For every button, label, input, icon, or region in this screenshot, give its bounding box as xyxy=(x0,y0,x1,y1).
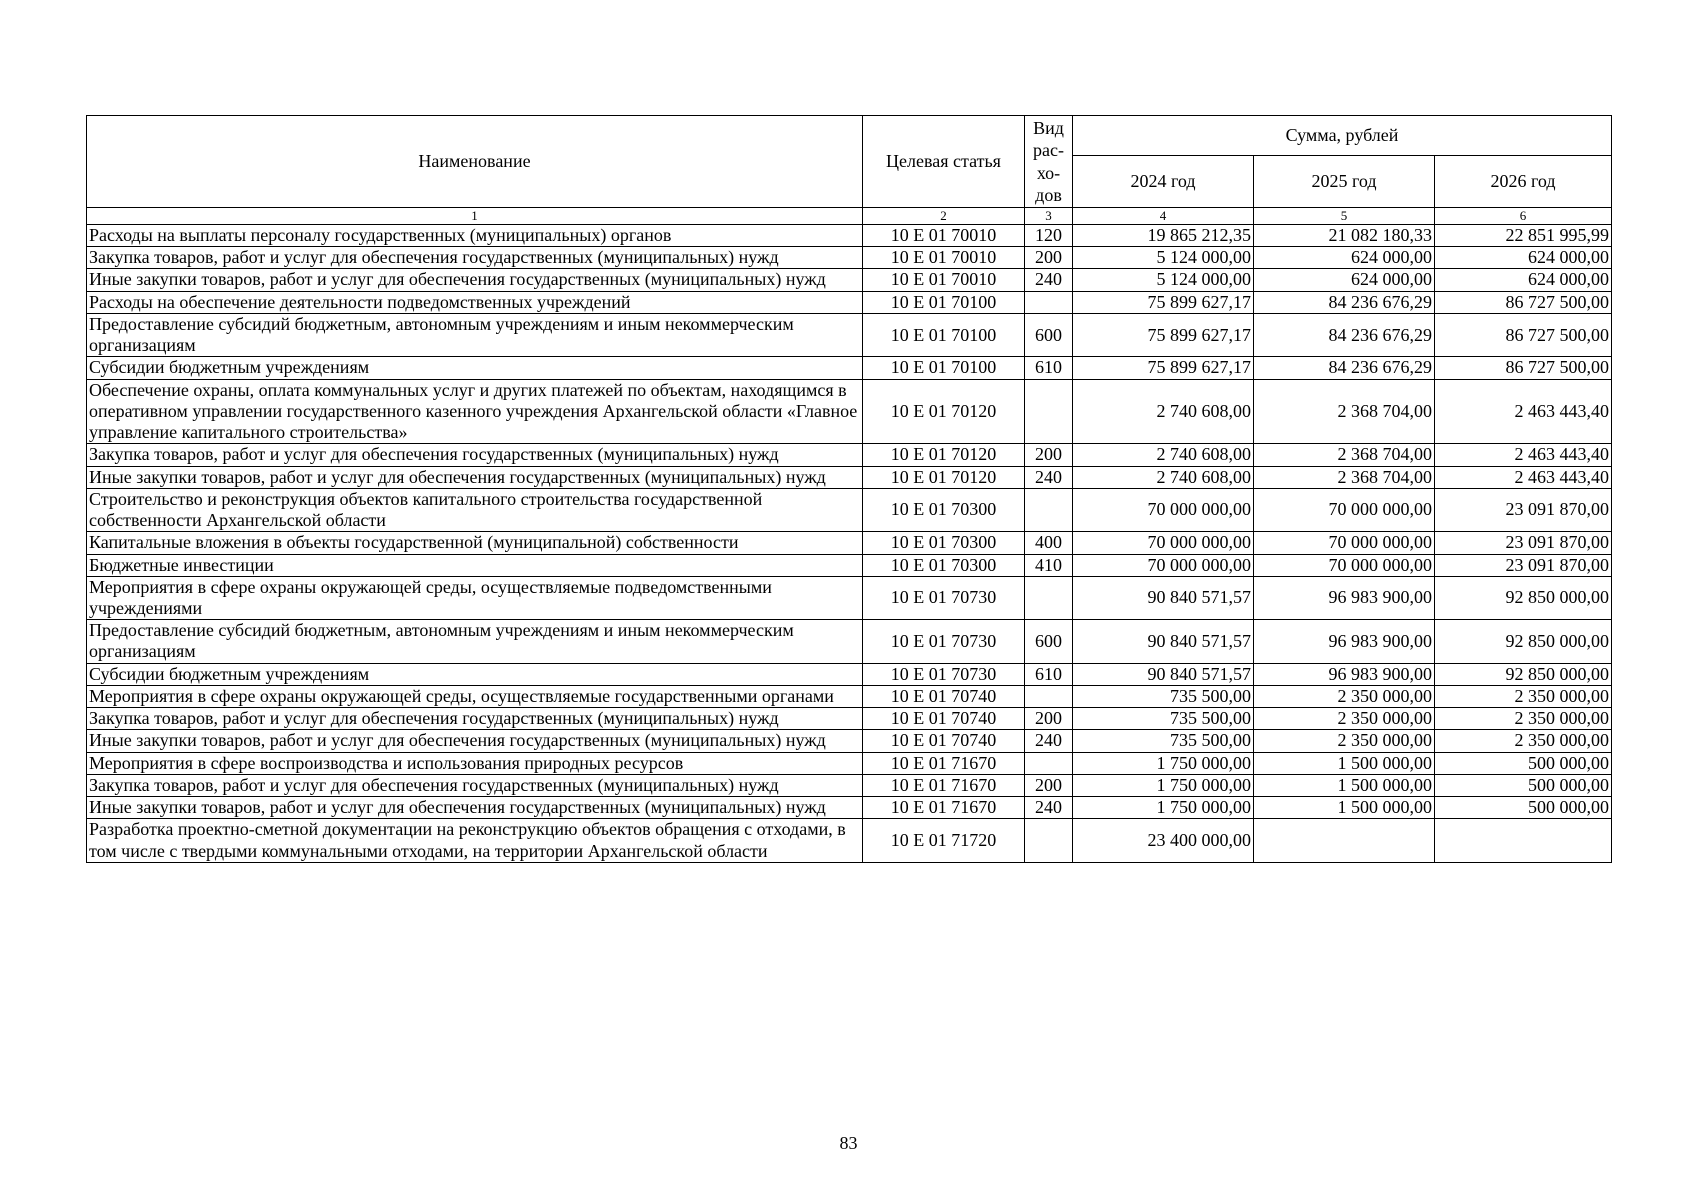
column-index-row xyxy=(87,208,1612,225)
row-amount-2024: 1 750 000,00 xyxy=(1073,752,1254,774)
row-amount-2025: 2 350 000,00 xyxy=(1254,685,1435,707)
row-target-article: 10 Е 01 70120 xyxy=(863,444,1025,466)
row-amount-2026: 92 850 000,00 xyxy=(1435,576,1612,619)
row-expense-type: 120 xyxy=(1025,225,1073,247)
row-expense-type: 200 xyxy=(1025,247,1073,269)
row-target-article: 10 Е 01 70120 xyxy=(863,466,1025,488)
row-amount-2026: 2 350 000,00 xyxy=(1435,730,1612,752)
table-row xyxy=(87,685,1612,707)
row-expense-type: 610 xyxy=(1025,663,1073,685)
column-index: 3 xyxy=(1025,208,1073,225)
row-amount-2026: 86 727 500,00 xyxy=(1435,357,1612,379)
column-index: 5 xyxy=(1254,208,1435,225)
row-amount-2026: 624 000,00 xyxy=(1435,247,1612,269)
row-amount-2026: 23 091 870,00 xyxy=(1435,554,1612,576)
row-amount-2024: 70 000 000,00 xyxy=(1073,488,1254,531)
row-name: Закупка товаров, работ и услуг для обеспечения государственных (муниципальных) нужд xyxy=(87,444,863,466)
table-row xyxy=(87,444,1612,466)
row-expense-type: 410 xyxy=(1025,554,1073,576)
row-amount-2026: 2 463 443,40 xyxy=(1435,379,1612,444)
table-row xyxy=(87,663,1612,685)
row-amount-2024: 2 740 608,00 xyxy=(1073,444,1254,466)
table-row xyxy=(87,269,1612,291)
row-name: Обеспечение охраны, оплата коммунальных услуг и других платежей по объектам, находящимся в оперативном управлении государственного казенного учреждения Архангельской области «Главное управление капитального строительства» xyxy=(87,379,863,444)
row-name: Субсидии бюджетным учреждениям xyxy=(87,357,863,379)
header-year-2026: 2026 год xyxy=(1435,156,1612,208)
row-target-article: 10 Е 01 70120 xyxy=(863,379,1025,444)
row-amount-2026: 2 463 443,40 xyxy=(1435,466,1612,488)
row-target-article: 10 Е 01 70010 xyxy=(863,269,1025,291)
row-amount-2025: 21 082 180,33 xyxy=(1254,225,1435,247)
row-amount-2024: 75 899 627,17 xyxy=(1073,291,1254,313)
column-index: 6 xyxy=(1435,208,1612,225)
row-expense-type xyxy=(1025,488,1073,531)
row-amount-2026: 23 091 870,00 xyxy=(1435,532,1612,554)
row-amount-2025: 1 500 000,00 xyxy=(1254,797,1435,819)
header-name: Наименование xyxy=(87,116,863,208)
table-row xyxy=(87,532,1612,554)
table-row xyxy=(87,247,1612,269)
row-target-article: 10 Е 01 70010 xyxy=(863,247,1025,269)
page-number: 83 xyxy=(839,1133,858,1153)
row-expense-type xyxy=(1025,752,1073,774)
row-expense-type: 200 xyxy=(1025,708,1073,730)
column-index: 1 xyxy=(87,208,863,225)
header-vid-line: дов xyxy=(1035,185,1062,205)
table-row xyxy=(87,466,1612,488)
table-row xyxy=(87,291,1612,313)
row-amount-2025: 70 000 000,00 xyxy=(1254,488,1435,531)
row-target-article: 10 Е 01 70100 xyxy=(863,357,1025,379)
table-row xyxy=(87,488,1612,531)
row-expense-type: 600 xyxy=(1025,313,1073,356)
row-amount-2026: 2 350 000,00 xyxy=(1435,685,1612,707)
row-amount-2025 xyxy=(1254,819,1435,862)
column-index: 2 xyxy=(863,208,1025,225)
row-amount-2024: 5 124 000,00 xyxy=(1073,269,1254,291)
row-target-article: 10 Е 01 71670 xyxy=(863,774,1025,796)
table-row xyxy=(87,379,1612,444)
row-amount-2026: 22 851 995,99 xyxy=(1435,225,1612,247)
header-code: Целевая статья xyxy=(863,116,1025,208)
table-row xyxy=(87,313,1612,356)
row-expense-type xyxy=(1025,576,1073,619)
header-vid-line: Вид xyxy=(1033,117,1064,138)
row-name: Капитальные вложения в объекты государственной (муниципальной) собственности xyxy=(87,532,863,554)
row-amount-2024: 70 000 000,00 xyxy=(1073,532,1254,554)
row-target-article: 10 Е 01 70730 xyxy=(863,620,1025,663)
row-amount-2025: 96 983 900,00 xyxy=(1254,576,1435,619)
row-name: Разработка проектно-сметной документации на реконструкцию объектов обращения с отходами, в том числе с твердыми коммунальными отходами, на территории Архангельской области xyxy=(87,819,863,862)
row-name: Иные закупки товаров, работ и услуг для обеспечения государственных (муниципальных) нужд xyxy=(87,797,863,819)
row-target-article: 10 Е 01 70300 xyxy=(863,488,1025,531)
row-amount-2024: 5 124 000,00 xyxy=(1073,247,1254,269)
row-expense-type: 610 xyxy=(1025,357,1073,379)
row-target-article: 10 Е 01 70010 xyxy=(863,225,1025,247)
row-amount-2024: 75 899 627,17 xyxy=(1073,357,1254,379)
row-target-article: 10 Е 01 70730 xyxy=(863,663,1025,685)
table-row xyxy=(87,357,1612,379)
column-index: 4 xyxy=(1073,208,1254,225)
header-year-2024: 2024 год xyxy=(1073,156,1254,208)
row-amount-2024: 2 740 608,00 xyxy=(1073,379,1254,444)
row-expense-type: 200 xyxy=(1025,774,1073,796)
row-amount-2026: 624 000,00 xyxy=(1435,269,1612,291)
row-target-article: 10 Е 01 70300 xyxy=(863,554,1025,576)
row-amount-2024: 23 400 000,00 xyxy=(1073,819,1254,862)
row-target-article: 10 Е 01 71720 xyxy=(863,819,1025,862)
row-expense-type xyxy=(1025,379,1073,444)
row-amount-2026: 500 000,00 xyxy=(1435,752,1612,774)
row-amount-2026 xyxy=(1435,819,1612,862)
row-amount-2025: 624 000,00 xyxy=(1254,247,1435,269)
row-expense-type: 240 xyxy=(1025,269,1073,291)
table-row xyxy=(87,819,1612,862)
row-name: Закупка товаров, работ и услуг для обеспечения государственных (муниципальных) нужд xyxy=(87,708,863,730)
row-name: Закупка товаров, работ и услуг для обеспечения государственных (муниципальных) нужд xyxy=(87,774,863,796)
row-amount-2024: 90 840 571,57 xyxy=(1073,663,1254,685)
row-amount-2026: 2 350 000,00 xyxy=(1435,708,1612,730)
row-name: Строительство и реконструкция объектов капитального строительства государственной собственности Архангельской области xyxy=(87,488,863,531)
table-row xyxy=(87,752,1612,774)
row-amount-2025: 2 350 000,00 xyxy=(1254,708,1435,730)
header-vid-line: хо- xyxy=(1036,162,1061,183)
row-name: Иные закупки товаров, работ и услуг для обеспечения государственных (муниципальных) нужд xyxy=(87,269,863,291)
row-expense-type: 240 xyxy=(1025,797,1073,819)
row-amount-2024: 90 840 571,57 xyxy=(1073,576,1254,619)
table-row xyxy=(87,730,1612,752)
row-amount-2025: 96 983 900,00 xyxy=(1254,663,1435,685)
row-amount-2024: 2 740 608,00 xyxy=(1073,466,1254,488)
row-expense-type xyxy=(1025,291,1073,313)
row-expense-type: 240 xyxy=(1025,730,1073,752)
row-amount-2025: 70 000 000,00 xyxy=(1254,554,1435,576)
table-body xyxy=(87,225,1612,863)
row-target-article: 10 Е 01 70740 xyxy=(863,730,1025,752)
row-target-article: 10 Е 01 70730 xyxy=(863,576,1025,619)
table-row xyxy=(87,774,1612,796)
row-amount-2026: 86 727 500,00 xyxy=(1435,313,1612,356)
row-target-article: 10 Е 01 70300 xyxy=(863,532,1025,554)
row-amount-2025: 1 500 000,00 xyxy=(1254,774,1435,796)
row-amount-2025: 2 368 704,00 xyxy=(1254,444,1435,466)
row-amount-2024: 70 000 000,00 xyxy=(1073,554,1254,576)
row-amount-2024: 90 840 571,57 xyxy=(1073,620,1254,663)
row-name: Расходы на выплаты персоналу государственных (муниципальных) органов xyxy=(87,225,863,247)
table-row xyxy=(87,620,1612,663)
row-name: Закупка товаров, работ и услуг для обеспечения государственных (муниципальных) нужд xyxy=(87,247,863,269)
row-amount-2025: 2 368 704,00 xyxy=(1254,466,1435,488)
row-amount-2024: 19 865 212,35 xyxy=(1073,225,1254,247)
row-target-article: 10 Е 01 70100 xyxy=(863,313,1025,356)
row-amount-2024: 1 750 000,00 xyxy=(1073,774,1254,796)
row-name: Иные закупки товаров, работ и услуг для обеспечения государственных (муниципальных) нужд xyxy=(87,730,863,752)
row-target-article: 10 Е 01 71670 xyxy=(863,797,1025,819)
row-amount-2025: 96 983 900,00 xyxy=(1254,620,1435,663)
row-name: Иные закупки товаров, работ и услуг для обеспечения государственных (муниципальных) нужд xyxy=(87,466,863,488)
row-name: Предоставление субсидий бюджетным, автономным учреждениям и иным некоммерческим организациям xyxy=(87,620,863,663)
row-target-article: 10 Е 01 70100 xyxy=(863,291,1025,313)
table-header xyxy=(87,116,1612,225)
row-name: Мероприятия в сфере охраны окружающей среды, осуществляемые подведомственными учреждениями xyxy=(87,576,863,619)
row-name: Предоставление субсидий бюджетным, автономным учреждениям и иным некоммерческим организациям xyxy=(87,313,863,356)
row-amount-2026: 23 091 870,00 xyxy=(1435,488,1612,531)
row-amount-2025: 1 500 000,00 xyxy=(1254,752,1435,774)
header-year-2025: 2025 год xyxy=(1254,156,1435,208)
budget-table xyxy=(86,115,1612,863)
table-row xyxy=(87,797,1612,819)
header-sum: Сумма, рублей xyxy=(1073,116,1612,156)
row-amount-2025: 2 350 000,00 xyxy=(1254,730,1435,752)
table-row xyxy=(87,576,1612,619)
row-amount-2024: 1 750 000,00 xyxy=(1073,797,1254,819)
row-amount-2026: 2 463 443,40 xyxy=(1435,444,1612,466)
row-name: Субсидии бюджетным учреждениям xyxy=(87,663,863,685)
row-amount-2025: 84 236 676,29 xyxy=(1254,357,1435,379)
row-amount-2026: 92 850 000,00 xyxy=(1435,620,1612,663)
row-name: Мероприятия в сфере воспроизводства и использования природных ресурсов xyxy=(87,752,863,774)
row-expense-type: 400 xyxy=(1025,532,1073,554)
row-expense-type xyxy=(1025,819,1073,862)
row-expense-type: 240 xyxy=(1025,466,1073,488)
header-vid xyxy=(1025,116,1073,208)
row-amount-2025: 624 000,00 xyxy=(1254,269,1435,291)
row-amount-2025: 2 368 704,00 xyxy=(1254,379,1435,444)
table-row xyxy=(87,708,1612,730)
row-expense-type: 200 xyxy=(1025,444,1073,466)
table-row xyxy=(87,225,1612,247)
row-amount-2024: 75 899 627,17 xyxy=(1073,313,1254,356)
row-amount-2024: 735 500,00 xyxy=(1073,730,1254,752)
header-vid-line: рас- xyxy=(1033,140,1064,160)
row-amount-2025: 84 236 676,29 xyxy=(1254,313,1435,356)
row-name: Мероприятия в сфере охраны окружающей среды, осуществляемые государственными органами xyxy=(87,685,863,707)
row-name: Бюджетные инвестиции xyxy=(87,554,863,576)
row-expense-type xyxy=(1025,685,1073,707)
row-amount-2026: 86 727 500,00 xyxy=(1435,291,1612,313)
row-amount-2024: 735 500,00 xyxy=(1073,685,1254,707)
row-amount-2026: 500 000,00 xyxy=(1435,797,1612,819)
table-row xyxy=(87,554,1612,576)
row-amount-2025: 70 000 000,00 xyxy=(1254,532,1435,554)
row-expense-type: 600 xyxy=(1025,620,1073,663)
row-amount-2026: 92 850 000,00 xyxy=(1435,663,1612,685)
row-amount-2024: 735 500,00 xyxy=(1073,708,1254,730)
row-target-article: 10 Е 01 71670 xyxy=(863,752,1025,774)
row-target-article: 10 Е 01 70740 xyxy=(863,685,1025,707)
row-amount-2026: 500 000,00 xyxy=(1435,774,1612,796)
row-amount-2025: 84 236 676,29 xyxy=(1254,291,1435,313)
row-target-article: 10 Е 01 70740 xyxy=(863,708,1025,730)
row-name: Расходы на обеспечение деятельности подведомственных учреждений xyxy=(87,291,863,313)
